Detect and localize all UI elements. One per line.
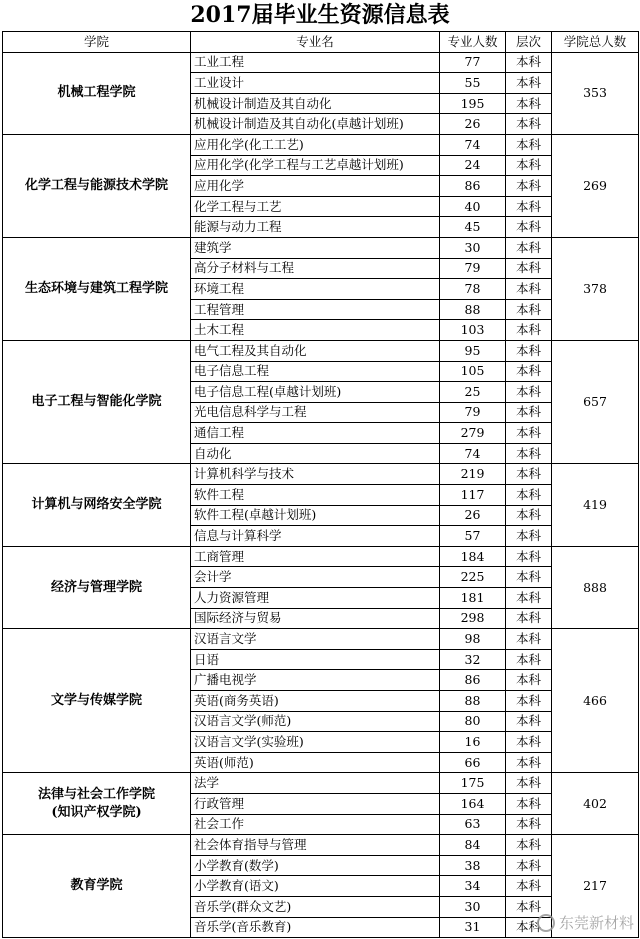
college-name: 生态环境与建筑工程学院 <box>3 237 191 340</box>
major-name: 行政管理 <box>191 793 440 814</box>
major-name: 广播电视学 <box>191 670 440 691</box>
major-level: 本科 <box>506 752 552 773</box>
table-row <box>3 629 639 650</box>
major-level: 本科 <box>506 629 552 650</box>
major-level: 本科 <box>506 608 552 629</box>
table-body <box>3 52 639 938</box>
major-level: 本科 <box>506 217 552 238</box>
major-level: 本科 <box>506 546 552 567</box>
major-level: 本科 <box>506 196 552 217</box>
major-name: 电气工程及其自动化 <box>191 340 440 361</box>
major-level: 本科 <box>506 340 552 361</box>
major-level: 本科 <box>506 814 552 835</box>
college-total: 888 <box>552 546 639 628</box>
major-level: 本科 <box>506 691 552 712</box>
college-name: 经济与管理学院 <box>3 546 191 628</box>
college-name: 教育学院 <box>3 835 191 938</box>
major-level: 本科 <box>506 485 552 506</box>
major-count: 175 <box>440 773 506 794</box>
college-total: 269 <box>552 134 639 237</box>
college-total: 466 <box>552 629 639 773</box>
major-level: 本科 <box>506 52 552 73</box>
major-name: 音乐学(音乐教育) <box>191 917 440 938</box>
major-name: 社会工作 <box>191 814 440 835</box>
major-count: 55 <box>440 73 506 94</box>
major-count: 298 <box>440 608 506 629</box>
major-level: 本科 <box>506 176 552 197</box>
major-count: 103 <box>440 320 506 341</box>
major-level: 本科 <box>506 73 552 94</box>
major-name: 软件工程(卓越计划班) <box>191 505 440 526</box>
major-name: 能源与动力工程 <box>191 217 440 238</box>
major-count: 181 <box>440 588 506 609</box>
page-title: 2017届毕业生资源信息表 <box>190 2 450 28</box>
major-count: 98 <box>440 629 506 650</box>
watermark <box>537 912 634 933</box>
major-count: 74 <box>440 134 506 155</box>
watermark-text: 东莞新材料 <box>558 914 634 932</box>
table-row <box>3 52 639 73</box>
major-count: 31 <box>440 917 506 938</box>
major-count: 25 <box>440 382 506 403</box>
major-count: 88 <box>440 299 506 320</box>
table-header-row <box>3 32 639 53</box>
major-count: 26 <box>440 114 506 135</box>
major-count: 32 <box>440 649 506 670</box>
major-name: 音乐学(群众文艺) <box>191 896 440 917</box>
major-name: 电子信息工程 <box>191 361 440 382</box>
major-count: 30 <box>440 237 506 258</box>
major-level: 本科 <box>506 299 552 320</box>
major-level: 本科 <box>506 320 552 341</box>
major-count: 26 <box>440 505 506 526</box>
major-name: 工商管理 <box>191 546 440 567</box>
major-count: 16 <box>440 732 506 753</box>
major-count: 63 <box>440 814 506 835</box>
college-total: 419 <box>552 464 639 546</box>
college-name: 电子工程与智能化学院 <box>3 340 191 464</box>
college-name: 计算机与网络安全学院 <box>3 464 191 546</box>
college-total: 378 <box>552 237 639 340</box>
major-count: 79 <box>440 258 506 279</box>
major-name: 土木工程 <box>191 320 440 341</box>
major-name: 汉语言文学(师范) <box>191 711 440 732</box>
major-level: 本科 <box>506 382 552 403</box>
major-name: 社会体育指导与管理 <box>191 835 440 856</box>
major-name: 通信工程 <box>191 423 440 444</box>
major-name: 建筑学 <box>191 237 440 258</box>
major-name: 应用化学 <box>191 176 440 197</box>
major-count: 164 <box>440 793 506 814</box>
major-count: 84 <box>440 835 506 856</box>
major-count: 279 <box>440 423 506 444</box>
major-level: 本科 <box>506 134 552 155</box>
major-name: 应用化学(化学工程与工艺卓越计划班) <box>191 155 440 176</box>
header-count: 专业人数 <box>440 32 506 53</box>
major-name: 应用化学(化工工艺) <box>191 134 440 155</box>
college-name: 法律与社会工作学院 (知识产权学院) <box>3 773 191 835</box>
major-name: 化学工程与工艺 <box>191 196 440 217</box>
graduate-resource-table <box>2 31 639 938</box>
major-level: 本科 <box>506 649 552 670</box>
major-count: 80 <box>440 711 506 732</box>
major-count: 86 <box>440 670 506 691</box>
major-level: 本科 <box>506 835 552 856</box>
major-level: 本科 <box>506 917 552 938</box>
college-name: 机械工程学院 <box>3 52 191 134</box>
major-name: 工程管理 <box>191 299 440 320</box>
major-count: 77 <box>440 52 506 73</box>
major-name: 小学教育(语文) <box>191 876 440 897</box>
major-level: 本科 <box>506 876 552 897</box>
major-count: 74 <box>440 443 506 464</box>
major-level: 本科 <box>506 237 552 258</box>
major-count: 78 <box>440 279 506 300</box>
major-name: 日语 <box>191 649 440 670</box>
wechat-logo-icon <box>537 914 555 932</box>
major-level: 本科 <box>506 402 552 423</box>
major-count: 105 <box>440 361 506 382</box>
table-row <box>3 134 639 155</box>
header-major: 专业名 <box>191 32 440 53</box>
major-name: 信息与计算科学 <box>191 526 440 547</box>
major-name: 软件工程 <box>191 485 440 506</box>
college-total: 217 <box>552 835 639 938</box>
table-row <box>3 546 639 567</box>
major-level: 本科 <box>506 711 552 732</box>
major-count: 86 <box>440 176 506 197</box>
major-level: 本科 <box>506 588 552 609</box>
major-level: 本科 <box>506 505 552 526</box>
major-level: 本科 <box>506 526 552 547</box>
college-total: 353 <box>552 52 639 134</box>
major-level: 本科 <box>506 361 552 382</box>
table-row <box>3 340 639 361</box>
college-name: 化学工程与能源技术学院 <box>3 134 191 237</box>
college-total: 402 <box>552 773 639 835</box>
major-name: 小学教育(数学) <box>191 855 440 876</box>
major-count: 34 <box>440 876 506 897</box>
major-level: 本科 <box>506 464 552 485</box>
major-count: 225 <box>440 567 506 588</box>
table-row <box>3 835 639 856</box>
header-level: 层次 <box>506 32 552 53</box>
major-name: 法学 <box>191 773 440 794</box>
college-total: 657 <box>552 340 639 464</box>
major-name: 机械设计制造及其自动化(卓越计划班) <box>191 114 440 135</box>
major-level: 本科 <box>506 896 552 917</box>
major-level: 本科 <box>506 443 552 464</box>
major-name: 英语(商务英语) <box>191 691 440 712</box>
major-name: 环境工程 <box>191 279 440 300</box>
major-name: 机械设计制造及其自动化 <box>191 93 440 114</box>
major-count: 24 <box>440 155 506 176</box>
major-level: 本科 <box>506 670 552 691</box>
college-name: 文学与传媒学院 <box>3 629 191 773</box>
major-count: 219 <box>440 464 506 485</box>
major-name: 会计学 <box>191 567 440 588</box>
major-count: 184 <box>440 546 506 567</box>
major-level: 本科 <box>506 114 552 135</box>
major-count: 79 <box>440 402 506 423</box>
header-total: 学院总人数 <box>552 32 639 53</box>
table-row <box>3 773 639 794</box>
major-level: 本科 <box>506 258 552 279</box>
major-count: 95 <box>440 340 506 361</box>
major-name: 光电信息科学与工程 <box>191 402 440 423</box>
major-level: 本科 <box>506 773 552 794</box>
major-name: 汉语言文学 <box>191 629 440 650</box>
table-row <box>3 464 639 485</box>
major-level: 本科 <box>506 279 552 300</box>
major-level: 本科 <box>506 732 552 753</box>
major-level: 本科 <box>506 93 552 114</box>
major-level: 本科 <box>506 855 552 876</box>
major-level: 本科 <box>506 423 552 444</box>
major-name: 汉语言文学(实验班) <box>191 732 440 753</box>
major-count: 45 <box>440 217 506 238</box>
major-name: 国际经济与贸易 <box>191 608 440 629</box>
major-level: 本科 <box>506 155 552 176</box>
major-name: 工业设计 <box>191 73 440 94</box>
major-level: 本科 <box>506 567 552 588</box>
major-name: 计算机科学与技术 <box>191 464 440 485</box>
major-name: 工业工程 <box>191 52 440 73</box>
major-name: 人力资源管理 <box>191 588 440 609</box>
major-count: 195 <box>440 93 506 114</box>
major-count: 57 <box>440 526 506 547</box>
major-count: 40 <box>440 196 506 217</box>
major-count: 30 <box>440 896 506 917</box>
major-count: 38 <box>440 855 506 876</box>
major-name: 电子信息工程(卓越计划班) <box>191 382 440 403</box>
major-count: 88 <box>440 691 506 712</box>
major-name: 英语(师范) <box>191 752 440 773</box>
major-name: 自动化 <box>191 443 440 464</box>
major-level: 本科 <box>506 793 552 814</box>
major-name: 高分子材料与工程 <box>191 258 440 279</box>
major-count: 117 <box>440 485 506 506</box>
header-college: 学院 <box>3 32 191 53</box>
table-row <box>3 237 639 258</box>
major-count: 66 <box>440 752 506 773</box>
